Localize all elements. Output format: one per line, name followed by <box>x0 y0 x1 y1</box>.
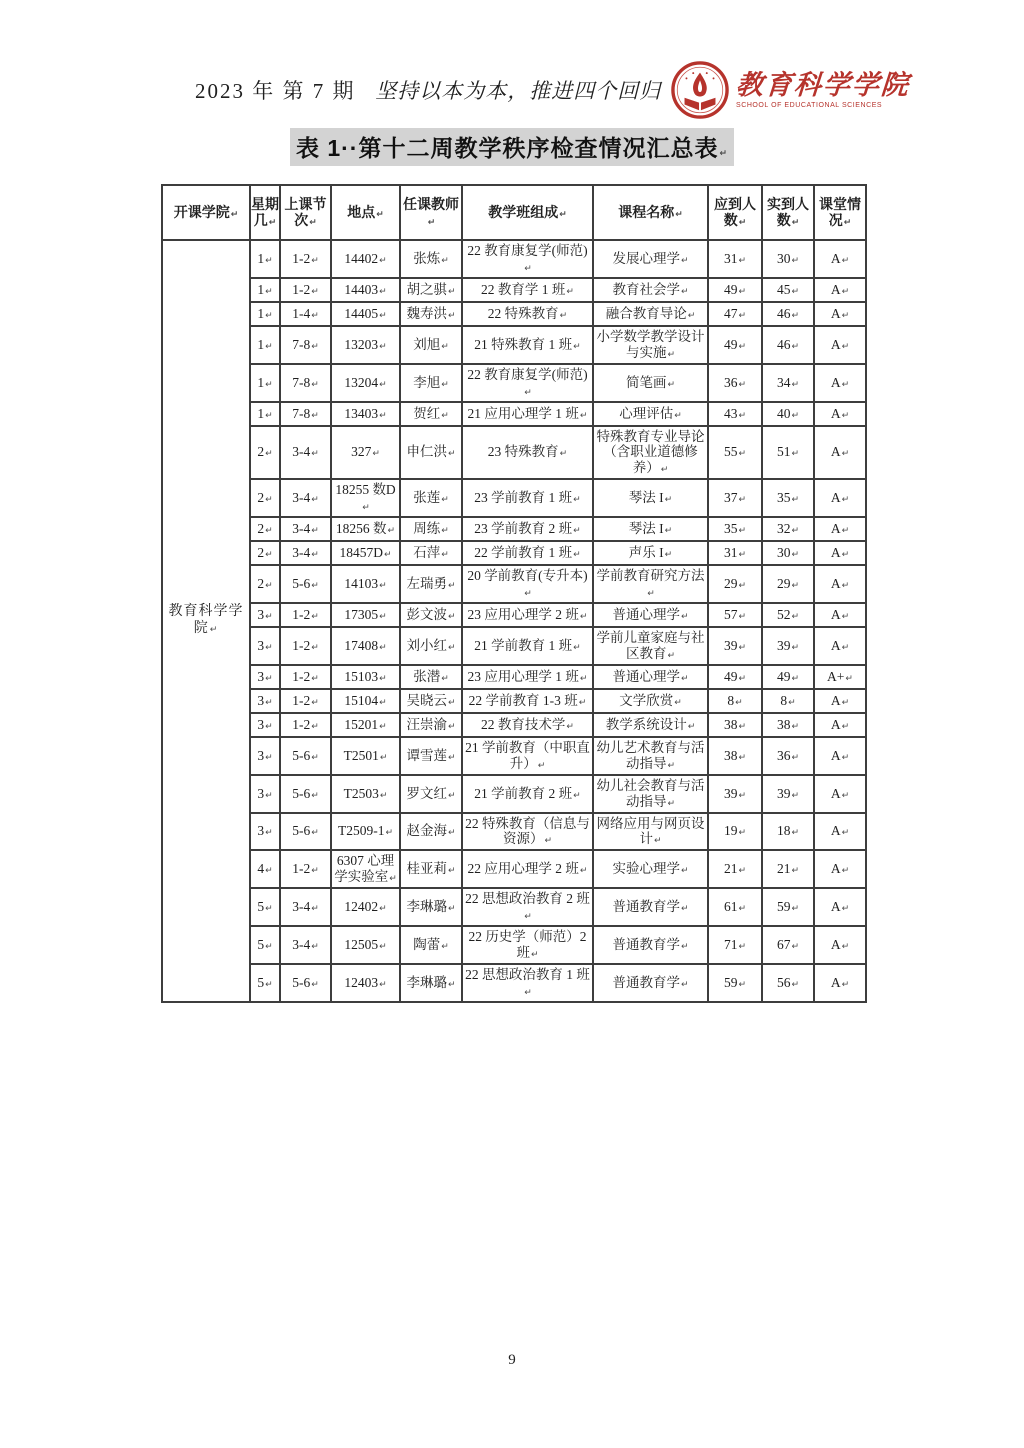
cell-r9-c4: 22 学前教育 1 班 ↵ <box>462 541 593 565</box>
cell-r16-c0: 3 ↵ <box>250 737 280 775</box>
column-header-9: 课堂情况 ↵ <box>814 185 866 240</box>
cell-r17-c1: 5-6 ↵ <box>280 775 331 813</box>
cell-r5-c7: 40 ↵ <box>762 402 814 426</box>
cell-r19-c6: 21 ↵ <box>708 850 762 888</box>
column-header-1: 星期几 ↵ <box>250 185 280 240</box>
cell-r0-c2: 14402 ↵ <box>331 240 400 278</box>
cell-r8-c0: 2 ↵ <box>250 517 280 541</box>
cell-r2-c1: 1-4 ↵ <box>280 302 331 326</box>
cell-r15-c5: 教学系统设计 ↵ <box>593 713 708 737</box>
cell-r6-c4: 23 特殊教育 ↵ <box>462 426 593 480</box>
cell-r12-c1: 1-2 ↵ <box>280 627 331 665</box>
cell-r5-c8: A ↵ <box>814 402 866 426</box>
cell-r8-c6: 35 ↵ <box>708 517 762 541</box>
column-header-3: 地点 ↵ <box>331 185 400 240</box>
cell-r8-c4: 23 学前教育 2 班 ↵ <box>462 517 593 541</box>
table-row <box>162 278 866 302</box>
cell-r0-c3: 张炼 ↵ <box>400 240 462 278</box>
cell-r6-c3: 申仁洪 ↵ <box>400 426 462 480</box>
table-row <box>162 517 866 541</box>
cell-r15-c1: 1-2 ↵ <box>280 713 331 737</box>
cell-r17-c8: A ↵ <box>814 775 866 813</box>
cell-r0-c1: 1-2 ↵ <box>280 240 331 278</box>
cell-r10-c2: 14103 ↵ <box>331 565 400 603</box>
cell-r6-c5: 特殊教育专业导论（含职业道德修养） ↵ <box>593 426 708 480</box>
cell-r21-c8: A ↵ <box>814 926 866 964</box>
cell-r3-c8: A ↵ <box>814 326 866 364</box>
cell-r15-c2: 15201 ↵ <box>331 713 400 737</box>
cell-r0-c5: 发展心理学 ↵ <box>593 240 708 278</box>
cell-r12-c8: A ↵ <box>814 627 866 665</box>
cell-r5-c5: 心理评估 ↵ <box>593 402 708 426</box>
cell-r11-c4: 23 应用心理学 2 班 ↵ <box>462 603 593 627</box>
cell-r8-c3: 周练 ↵ <box>400 517 462 541</box>
table-row <box>162 627 866 665</box>
cell-r10-c7: 29 ↵ <box>762 565 814 603</box>
cell-r9-c1: 3-4 ↵ <box>280 541 331 565</box>
cell-r3-c0: 1 ↵ <box>250 326 280 364</box>
cell-r4-c0: 1 ↵ <box>250 364 280 402</box>
cell-r0-c0: 1 ↵ <box>250 240 280 278</box>
cell-r6-c6: 55 ↵ <box>708 426 762 480</box>
cell-r11-c0: 3 ↵ <box>250 603 280 627</box>
cell-r9-c2: 18457D ↵ <box>331 541 400 565</box>
cell-r18-c2: T2509-1 ↵ <box>331 813 400 851</box>
cell-r17-c3: 罗文红 ↵ <box>400 775 462 813</box>
cell-r2-c8: A ↵ <box>814 302 866 326</box>
logo-text-block <box>734 69 912 109</box>
motto-text: 坚持以本为本，推进四个回归 <box>375 79 662 103</box>
cell-r17-c4: 21 学前教育 2 班 ↵ <box>462 775 593 813</box>
column-header-2: 上课节次 ↵ <box>280 185 331 240</box>
cell-r7-c0: 2 ↵ <box>250 479 280 517</box>
cell-r14-c1: 1-2 ↵ <box>280 689 331 713</box>
cell-r22-c2: 12403 ↵ <box>331 964 400 1002</box>
cell-r8-c1: 3-4 ↵ <box>280 517 331 541</box>
cell-r14-c7: 8 ↵ <box>762 689 814 713</box>
table-header-row <box>162 185 866 240</box>
cell-r13-c2: 15103 ↵ <box>331 665 400 689</box>
cell-r12-c4: 21 学前教育 1 班 ↵ <box>462 627 593 665</box>
cell-r12-c0: 3 ↵ <box>250 627 280 665</box>
cell-r9-c5: 声乐 I ↵ <box>593 541 708 565</box>
cell-r6-c0: 2 ↵ <box>250 426 280 480</box>
column-header-4: 任课教师 ↵ <box>400 185 462 240</box>
cell-r4-c4: 22 教育康复学(师范) ↵ <box>462 364 593 402</box>
cell-r14-c0: 3 ↵ <box>250 689 280 713</box>
table-row <box>162 850 866 888</box>
column-header-0: 开课学院 ↵ <box>162 185 250 240</box>
cell-r0-c8: A ↵ <box>814 240 866 278</box>
cell-r10-c1: 5-6 ↵ <box>280 565 331 603</box>
cell-r20-c3: 李琳璐 ↵ <box>400 888 462 926</box>
cell-r17-c0: 3 ↵ <box>250 775 280 813</box>
issue-label: 2023 年 第 7 期 <box>195 79 356 103</box>
cell-r1-c1: 1-2 ↵ <box>280 278 331 302</box>
cell-r20-c1: 3-4 ↵ <box>280 888 331 926</box>
cell-r5-c4: 21 应用心理学 1 班 ↵ <box>462 402 593 426</box>
cell-r19-c2: 6307 心理学实验室 ↵ <box>331 850 400 888</box>
cell-r12-c3: 刘小红 ↵ <box>400 627 462 665</box>
cell-r16-c1: 5-6 ↵ <box>280 737 331 775</box>
cell-r10-c0: 2 ↵ <box>250 565 280 603</box>
cell-r19-c0: 4 ↵ <box>250 850 280 888</box>
cell-r8-c5: 琴法 I ↵ <box>593 517 708 541</box>
cell-r2-c2: 14405 ↵ <box>331 302 400 326</box>
cell-r3-c2: 13203 ↵ <box>331 326 400 364</box>
cell-r6-c8: A ↵ <box>814 426 866 480</box>
table-row <box>162 689 866 713</box>
cell-r2-c6: 47 ↵ <box>708 302 762 326</box>
cell-r18-c1: 5-6 ↵ <box>280 813 331 851</box>
cell-r5-c0: 1 ↵ <box>250 402 280 426</box>
table-row <box>162 565 866 603</box>
cell-r16-c7: 36 ↵ <box>762 737 814 775</box>
cell-r14-c6: 8 ↵ <box>708 689 762 713</box>
cell-r12-c5: 学前儿童家庭与社区教育 ↵ <box>593 627 708 665</box>
cell-r22-c3: 李琳璐 ↵ <box>400 964 462 1002</box>
logo-name-cn: 教育科学学院 <box>734 69 912 100</box>
cell-r3-c4: 21 特殊教育 1 班 ↵ <box>462 326 593 364</box>
cell-r18-c4: 22 特殊教育（信息与资源） ↵ <box>462 813 593 851</box>
cell-r1-c3: 胡之骐 ↵ <box>400 278 462 302</box>
cell-r18-c3: 赵金海 ↵ <box>400 813 462 851</box>
cell-r10-c4: 20 学前教育(专升本) ↵ <box>462 565 593 603</box>
cell-r5-c6: 43 ↵ <box>708 402 762 426</box>
cell-r1-c4: 22 教育学 1 班 ↵ <box>462 278 593 302</box>
cell-r4-c8: A ↵ <box>814 364 866 402</box>
cell-r0-c6: 31 ↵ <box>708 240 762 278</box>
cell-r5-c2: 13403 ↵ <box>331 402 400 426</box>
cell-r16-c6: 38 ↵ <box>708 737 762 775</box>
cell-r1-c6: 49 ↵ <box>708 278 762 302</box>
cell-r10-c8: A ↵ <box>814 565 866 603</box>
cell-r6-c7: 51 ↵ <box>762 426 814 480</box>
table-row <box>162 888 866 926</box>
cell-r20-c6: 61 ↵ <box>708 888 762 926</box>
cell-r1-c2: 14403 ↵ <box>331 278 400 302</box>
cell-r20-c7: 59 ↵ <box>762 888 814 926</box>
cell-r16-c5: 幼儿艺术教育与活动指导 ↵ <box>593 737 708 775</box>
cell-r14-c8: A ↵ <box>814 689 866 713</box>
cell-r21-c6: 71 ↵ <box>708 926 762 964</box>
cell-r7-c1: 3-4 ↵ <box>280 479 331 517</box>
cell-r21-c1: 3-4 ↵ <box>280 926 331 964</box>
cell-r5-c3: 贺红 ↵ <box>400 402 462 426</box>
table-title: 表 1··第十二周教学秩序检查情况汇总表 ↵ <box>290 128 734 166</box>
cell-r0-c7: 30 ↵ <box>762 240 814 278</box>
table-title-row <box>0 128 1024 166</box>
cell-r15-c6: 38 ↵ <box>708 713 762 737</box>
table-row <box>162 364 866 402</box>
table-row <box>162 713 866 737</box>
cell-r7-c2: 18255 数D ↵ <box>331 479 400 517</box>
cell-r14-c5: 文学欣赏 ↵ <box>593 689 708 713</box>
cell-r8-c7: 32 ↵ <box>762 517 814 541</box>
cell-r3-c3: 刘旭 ↵ <box>400 326 462 364</box>
cell-r11-c1: 1-2 ↵ <box>280 603 331 627</box>
cell-r1-c8: A ↵ <box>814 278 866 302</box>
cell-r17-c2: T2503 ↵ <box>331 775 400 813</box>
cell-r6-c2: 327 ↵ <box>331 426 400 480</box>
cell-r12-c2: 17408 ↵ <box>331 627 400 665</box>
table-row <box>162 326 866 364</box>
logo-name-en: SCHOOL OF EDUCATIONAL SCIENCES <box>736 101 883 109</box>
cell-r1-c7: 45 ↵ <box>762 278 814 302</box>
cell-r20-c4: 22 思想政治教育 2 班 ↵ <box>462 888 593 926</box>
cell-r4-c7: 34 ↵ <box>762 364 814 402</box>
cell-r19-c4: 22 应用心理学 2 班 ↵ <box>462 850 593 888</box>
cell-r15-c3: 汪崇渝 ↵ <box>400 713 462 737</box>
table-row <box>162 813 866 851</box>
cell-r19-c3: 桂亚莉 ↵ <box>400 850 462 888</box>
table-row <box>162 603 866 627</box>
college-cell: 教育科学学院 ↵ <box>162 240 250 1002</box>
column-header-7: 应到人数 ↵ <box>708 185 762 240</box>
cell-r6-c1: 3-4 ↵ <box>280 426 331 480</box>
cell-r18-c7: 18 ↵ <box>762 813 814 851</box>
cell-r18-c8: A ↵ <box>814 813 866 851</box>
cell-r21-c3: 陶蕾 ↵ <box>400 926 462 964</box>
cell-r21-c7: 67 ↵ <box>762 926 814 964</box>
table-row <box>162 964 866 1002</box>
cell-r2-c4: 22 特殊教育 ↵ <box>462 302 593 326</box>
cell-r16-c4: 21 学前教育（中职直升） ↵ <box>462 737 593 775</box>
cell-r18-c6: 19 ↵ <box>708 813 762 851</box>
school-logo <box>671 61 910 119</box>
cell-r13-c4: 23 应用心理学 1 班 ↵ <box>462 665 593 689</box>
cell-r3-c6: 49 ↵ <box>708 326 762 364</box>
cell-r4-c5: 简笔画 ↵ <box>593 364 708 402</box>
cell-r18-c5: 网络应用与网页设计 ↵ <box>593 813 708 851</box>
table-row <box>162 926 866 964</box>
cell-r7-c4: 23 学前教育 1 班 ↵ <box>462 479 593 517</box>
table-row <box>162 402 866 426</box>
cell-r13-c5: 普通心理学 ↵ <box>593 665 708 689</box>
cell-r9-c3: 石萍 ↵ <box>400 541 462 565</box>
cell-r3-c5: 小学数学教学设计与实施 ↵ <box>593 326 708 364</box>
table-row <box>162 479 866 517</box>
table-row <box>162 302 866 326</box>
cell-r10-c6: 29 ↵ <box>708 565 762 603</box>
cell-r4-c3: 李旭 ↵ <box>400 364 462 402</box>
cell-r18-c0: 3 ↵ <box>250 813 280 851</box>
cell-r20-c2: 12402 ↵ <box>331 888 400 926</box>
table-row <box>162 775 866 813</box>
cell-r19-c1: 1-2 ↵ <box>280 850 331 888</box>
cell-r15-c8: A ↵ <box>814 713 866 737</box>
cell-r13-c0: 3 ↵ <box>250 665 280 689</box>
cell-r4-c1: 7-8 ↵ <box>280 364 331 402</box>
cell-r14-c2: 15104 ↵ <box>331 689 400 713</box>
cell-r19-c7: 21 ↵ <box>762 850 814 888</box>
cell-r10-c3: 左瑞勇 ↵ <box>400 565 462 603</box>
cell-r16-c2: T2501 ↵ <box>331 737 400 775</box>
cell-r3-c1: 7-8 ↵ <box>280 326 331 364</box>
cell-r11-c8: A ↵ <box>814 603 866 627</box>
cell-r12-c6: 39 ↵ <box>708 627 762 665</box>
cell-r20-c8: A ↵ <box>814 888 866 926</box>
cell-r17-c5: 幼儿社会教育与活动指导 ↵ <box>593 775 708 813</box>
cell-r22-c6: 59 ↵ <box>708 964 762 1002</box>
cell-r22-c1: 5-6 ↵ <box>280 964 331 1002</box>
table-body <box>162 240 866 1002</box>
table-row <box>162 541 866 565</box>
cell-r7-c7: 35 ↵ <box>762 479 814 517</box>
cell-r20-c0: 5 ↵ <box>250 888 280 926</box>
cell-r22-c8: A ↵ <box>814 964 866 1002</box>
cell-r1-c0: 1 ↵ <box>250 278 280 302</box>
cell-r0-c4: 22 教育康复学(师范) ↵ <box>462 240 593 278</box>
cell-r21-c2: 12505 ↵ <box>331 926 400 964</box>
document-header <box>195 58 910 122</box>
cell-r13-c1: 1-2 ↵ <box>280 665 331 689</box>
cell-r13-c8: A+ ↵ <box>814 665 866 689</box>
cell-r9-c0: 2 ↵ <box>250 541 280 565</box>
column-header-6: 课程名称 ↵ <box>593 185 708 240</box>
cell-r12-c7: 39 ↵ <box>762 627 814 665</box>
cell-r7-c8: A ↵ <box>814 479 866 517</box>
cell-r9-c8: A ↵ <box>814 541 866 565</box>
cell-r7-c6: 37 ↵ <box>708 479 762 517</box>
cell-r2-c7: 46 ↵ <box>762 302 814 326</box>
cell-r9-c6: 31 ↵ <box>708 541 762 565</box>
cell-r9-c7: 30 ↵ <box>762 541 814 565</box>
table-row <box>162 665 866 689</box>
cell-r13-c6: 49 ↵ <box>708 665 762 689</box>
cell-r5-c1: 7-8 ↵ <box>280 402 331 426</box>
cell-r22-c7: 56 ↵ <box>762 964 814 1002</box>
cell-r16-c3: 谭雪莲 ↵ <box>400 737 462 775</box>
page-number: 9 <box>508 1352 516 1368</box>
cell-r2-c0: 1 ↵ <box>250 302 280 326</box>
cell-r14-c3: 吴晓云 ↵ <box>400 689 462 713</box>
cell-r8-c2: 18256 数 ↵ <box>331 517 400 541</box>
table-row <box>162 737 866 775</box>
cell-r16-c8: A ↵ <box>814 737 866 775</box>
school-seal-icon <box>671 61 729 119</box>
cell-r17-c6: 39 ↵ <box>708 775 762 813</box>
table-row <box>162 240 866 278</box>
cell-r19-c5: 实验心理学 ↵ <box>593 850 708 888</box>
cell-r13-c7: 49 ↵ <box>762 665 814 689</box>
cell-r20-c5: 普通教育学 ↵ <box>593 888 708 926</box>
cell-r4-c6: 36 ↵ <box>708 364 762 402</box>
cell-r14-c4: 22 学前教育 1-3 班 ↵ <box>462 689 593 713</box>
cell-r10-c5: 学前教育研究方法 ↵ <box>593 565 708 603</box>
cell-r15-c7: 38 ↵ <box>762 713 814 737</box>
cell-r11-c7: 52 ↵ <box>762 603 814 627</box>
cell-r7-c5: 琴法 I ↵ <box>593 479 708 517</box>
cell-r21-c0: 5 ↵ <box>250 926 280 964</box>
cell-r22-c5: 普通教育学 ↵ <box>593 964 708 1002</box>
cell-r2-c5: 融合教育导论 ↵ <box>593 302 708 326</box>
cell-r19-c8: A ↵ <box>814 850 866 888</box>
cell-r17-c7: 39 ↵ <box>762 775 814 813</box>
table-row <box>162 426 866 480</box>
cell-r21-c4: 22 历史学（师范）2 班 ↵ <box>462 926 593 964</box>
cell-r22-c0: 5 ↵ <box>250 964 280 1002</box>
cell-r11-c5: 普通心理学 ↵ <box>593 603 708 627</box>
inspection-table <box>161 184 867 1003</box>
cell-r15-c4: 22 教育技术学 ↵ <box>462 713 593 737</box>
cell-r11-c3: 彭文波 ↵ <box>400 603 462 627</box>
cell-r7-c3: 张莲 ↵ <box>400 479 462 517</box>
cell-r2-c3: 魏寿洪 ↵ <box>400 302 462 326</box>
cell-r22-c4: 22 思想政治教育 1 班 ↵ <box>462 964 593 1002</box>
cell-r3-c7: 46 ↵ <box>762 326 814 364</box>
cell-r8-c8: A ↵ <box>814 517 866 541</box>
cell-r4-c2: 13204 ↵ <box>331 364 400 402</box>
column-header-8: 实到人数 ↵ <box>762 185 814 240</box>
cell-r11-c6: 57 ↵ <box>708 603 762 627</box>
cell-r21-c5: 普通教育学 ↵ <box>593 926 708 964</box>
cell-r13-c3: 张潜 ↵ <box>400 665 462 689</box>
cell-r15-c0: 3 ↵ <box>250 713 280 737</box>
cell-r11-c2: 17305 ↵ <box>331 603 400 627</box>
column-header-5: 教学班组成 ↵ <box>462 185 593 240</box>
cell-r1-c5: 教育社会学 ↵ <box>593 278 708 302</box>
